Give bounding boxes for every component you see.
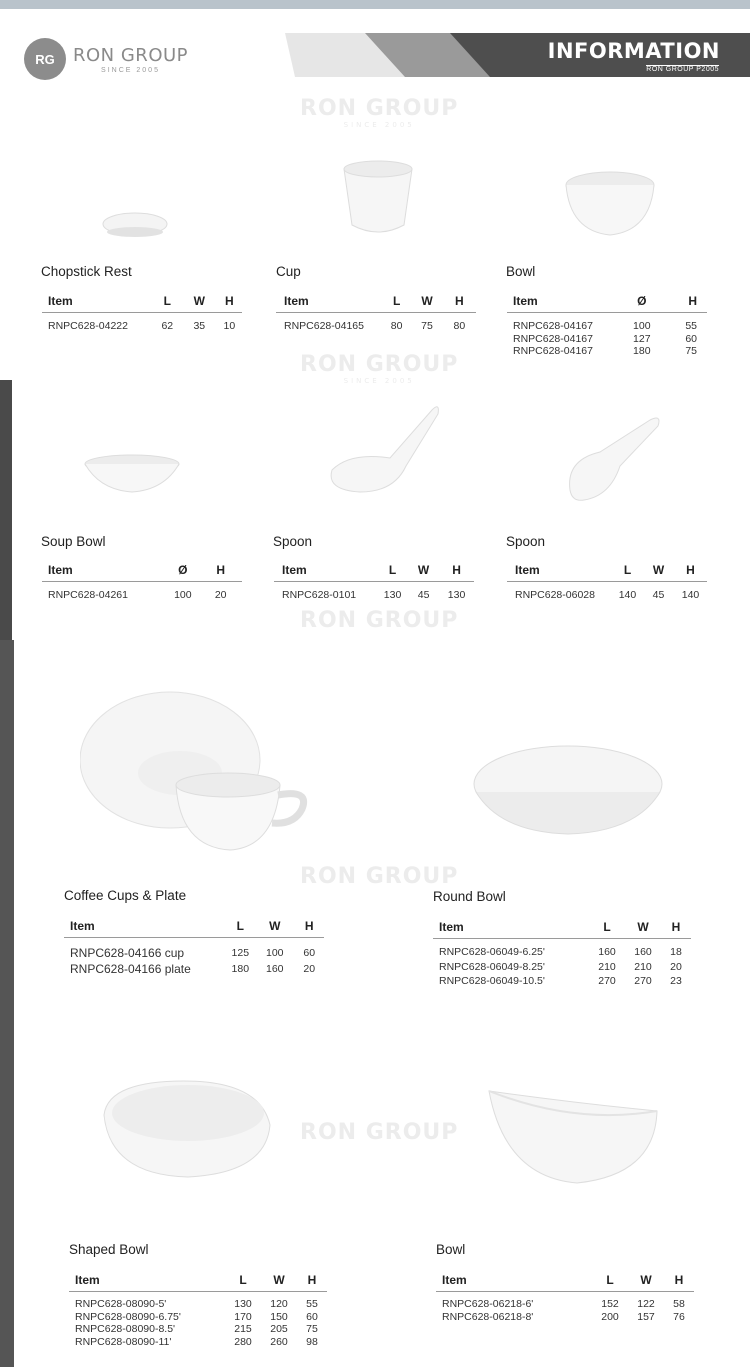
spoon-image [320,400,450,500]
table-row: RNPC628-08090-5' 130 120 55 [75,1298,318,1310]
chopstick-rest-image [95,200,175,242]
product-title: Round Bowl [433,889,506,904]
watermark: RON GROUP SINCE 2005 [300,96,459,129]
table-header-row: Item L W H [507,563,707,582]
top-strip [0,0,750,9]
brand-since: SINCE 2005 [101,66,160,74]
brand-logo [24,38,188,80]
table-row: RNPC628-08090-11' 280 260 98 [75,1335,318,1348]
spec-table [69,1273,327,1348]
table-row: RNPC628-06028 140 45 140 [515,589,700,601]
brand-name: RON GROUP [73,44,189,66]
spec-table [42,563,242,602]
cup-image [338,155,418,245]
table-row: RNPC628-06049-6.25' 160 160 18 [439,946,682,958]
table-row: RNPC628-04167 100 55 [513,320,697,332]
table-header-row: Item L W H [274,563,474,582]
product-title: Cup [276,264,301,279]
table-header-row: Item Ø H [507,294,707,313]
spec-table [42,294,242,333]
spec-table [507,563,707,602]
table-row: RNPC628-04167 127 60 [513,332,697,345]
soup-bowl-image [80,450,184,498]
spec-table [274,563,474,602]
logo-mark-icon: RG [24,38,66,80]
banner-title: INFORMATION [547,39,720,63]
table-header-row: Item L W H [69,1273,327,1292]
table-row: RNPC628-06049-8.25' 210 210 20 [439,960,682,973]
banner-subtitle: RON GROUP P2005 [646,66,719,73]
table-header-row: Item L W H [64,919,324,938]
table-row: RNPC628-04167 180 75 [513,345,697,357]
bowl-image [485,1085,663,1185]
table-row: RNPC628-04166 plate 180 160 20 [70,962,316,976]
watermark: RON GROUP SINCE 2005 [300,352,459,385]
coffee-cup-plate-image [80,685,310,860]
table-row: RNPC628-06218-8' 200 157 76 [442,1310,685,1323]
watermark: RON GROUP [300,1120,459,1145]
product-title: Bowl [506,264,536,279]
table-row: RNPC628-0101 130 45 130 [282,589,466,601]
product-title: Chopstick Rest [41,264,132,279]
spoon-image [560,410,670,505]
product-title: Bowl [436,1242,466,1257]
table-row: RNPC628-06218-6' 152 122 58 [442,1298,685,1310]
bowl-image [560,165,660,240]
product-title: Shaped Bowl [69,1242,149,1257]
spec-table [276,294,476,333]
table-header-row: Item L W H [42,294,242,313]
table-header-row: Item Ø H [42,563,242,582]
table-row: RNPC628-06049-10.5' 270 270 23 [439,975,682,987]
round-bowl-image [470,742,666,838]
watermark: RON GROUP [300,608,459,633]
product-title: Soup Bowl [41,534,106,549]
table-row: RNPC628-04166 cup 125 100 60 [70,946,316,960]
table-row: RNPC628-08090-6.75' 170 150 60 [75,1310,318,1323]
table-header-row: Item L W H [276,294,476,313]
table-row: RNPC628-04222 62 35 10 [48,320,236,332]
spec-table [433,920,691,988]
spec-table [436,1273,694,1323]
table-row: RNPC628-04261 100 20 [48,589,227,601]
shaped-bowl-image [100,1075,275,1180]
table-header-row: Item L W H [436,1273,694,1292]
info-banner [285,33,750,77]
product-title: Spoon [506,534,546,549]
watermark: RON GROUP [300,864,459,889]
table-header-row: Item L W H [433,920,691,939]
left-accent-bar-lower [0,640,14,1367]
table-row: RNPC628-04165 80 75 80 [284,320,466,332]
spec-table [64,919,324,977]
spec-table [507,294,707,358]
product-title: Spoon [273,534,313,549]
table-row: RNPC628-08090-8.5' 215 205 75 [75,1323,318,1335]
product-title: Coffee Cups & Plate [64,888,187,903]
